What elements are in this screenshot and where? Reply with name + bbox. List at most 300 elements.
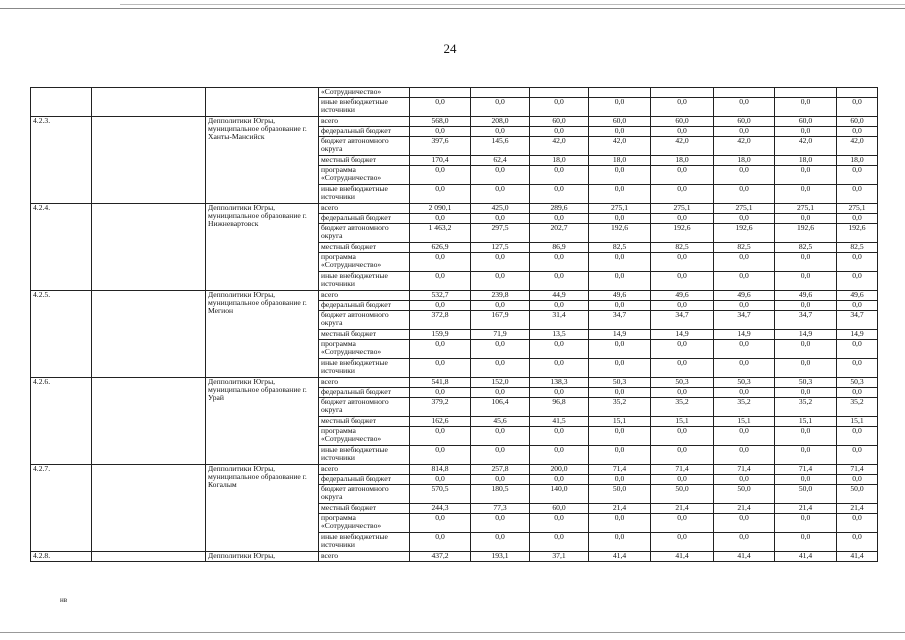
value-cell: 0,0 xyxy=(714,127,775,137)
value-cell: 0,0 xyxy=(589,533,651,552)
executor-cell: Депполитики Югры, муниципальное образование г. Ханты-Мансийск xyxy=(206,117,319,204)
blank-cell xyxy=(92,291,206,378)
value-cell: 167,9 xyxy=(471,311,530,330)
budget-table xyxy=(30,87,878,562)
value-cell: 41,5 xyxy=(530,417,589,427)
value-cell: 0,0 xyxy=(651,185,714,204)
value-cell: 45,6 xyxy=(471,417,530,427)
value-cell: 0,0 xyxy=(651,427,714,446)
value-cell: 0,0 xyxy=(471,446,530,465)
executor-cell: Депполитики Югры, xyxy=(206,552,319,562)
value-cell: 0,0 xyxy=(471,514,530,533)
value-cell: 18,0 xyxy=(837,156,878,166)
value-cell: 14,9 xyxy=(837,330,878,340)
value-cell: 34,7 xyxy=(714,311,775,330)
value-cell: 60,0 xyxy=(775,117,837,127)
value-cell: 0,0 xyxy=(589,514,651,533)
value-cell: 192,6 xyxy=(651,224,714,243)
value-cell: 570,5 xyxy=(410,485,471,504)
value-cell: 50,0 xyxy=(651,485,714,504)
value-cell: 0,0 xyxy=(775,514,837,533)
value-cell: 21,4 xyxy=(775,504,837,514)
value-cell: 77,3 xyxy=(471,504,530,514)
value-cell: 82,5 xyxy=(714,243,775,253)
value-cell: 0,0 xyxy=(410,272,471,291)
value-cell: 275,1 xyxy=(775,204,837,214)
value-cell: 0,0 xyxy=(714,214,775,224)
value-cell: 82,5 xyxy=(775,243,837,253)
value-cell: 41,4 xyxy=(775,552,837,562)
funding-source-cell: местный бюджет xyxy=(319,156,410,166)
value-cell: 0,0 xyxy=(651,388,714,398)
value-cell: 0,0 xyxy=(471,98,530,117)
value-cell: 0,0 xyxy=(530,214,589,224)
value-cell: 202,7 xyxy=(530,224,589,243)
value-cell: 0,0 xyxy=(775,475,837,485)
funding-source-cell: всего xyxy=(319,465,410,475)
value-cell: 0,0 xyxy=(410,253,471,272)
funding-source-cell: бюджет автономного округа xyxy=(319,311,410,330)
value-cell: 0,0 xyxy=(410,166,471,185)
value-cell: 50,0 xyxy=(837,485,878,504)
value-cell: 437,2 xyxy=(410,552,471,562)
value-cell: 2 090,1 xyxy=(410,204,471,214)
value-cell: 50,3 xyxy=(651,378,714,388)
funding-source-cell: местный бюджет xyxy=(319,417,410,427)
value-cell: 0,0 xyxy=(410,514,471,533)
value-cell: 35,2 xyxy=(651,398,714,417)
value-cell: 0,0 xyxy=(651,475,714,485)
value-cell: 192,6 xyxy=(837,224,878,243)
value-cell: 35,2 xyxy=(775,398,837,417)
funding-source-cell: местный бюджет xyxy=(319,504,410,514)
value-cell: 193,1 xyxy=(471,552,530,562)
value-cell: 0,0 xyxy=(837,214,878,224)
funding-source-cell: федеральный бюджет xyxy=(319,127,410,137)
row-code: 4.2.6. xyxy=(31,378,92,465)
value-cell: 0,0 xyxy=(714,388,775,398)
value-cell: 0,0 xyxy=(837,427,878,446)
value-cell: 239,8 xyxy=(471,291,530,301)
scan-edge-line xyxy=(120,4,905,5)
value-cell xyxy=(530,88,589,98)
funding-source-cell: иные внебюджетные источники xyxy=(319,533,410,552)
value-cell: 34,7 xyxy=(837,311,878,330)
value-cell: 0,0 xyxy=(775,185,837,204)
value-cell: 14,9 xyxy=(589,330,651,340)
value-cell: 0,0 xyxy=(714,359,775,378)
value-cell xyxy=(589,88,651,98)
value-cell: 86,9 xyxy=(530,243,589,253)
value-cell: 37,1 xyxy=(530,552,589,562)
value-cell: 15,1 xyxy=(589,417,651,427)
row-code: 4.2.4. xyxy=(31,204,92,291)
value-cell: 0,0 xyxy=(775,98,837,117)
value-cell: 0,0 xyxy=(589,214,651,224)
funding-source-cell: иные внебюджетные источники xyxy=(319,185,410,204)
value-cell: 34,7 xyxy=(775,311,837,330)
funding-source-cell: программа «Сотрудничество» xyxy=(319,427,410,446)
value-cell: 180,5 xyxy=(471,485,530,504)
value-cell: 0,0 xyxy=(837,359,878,378)
code-cell xyxy=(31,88,92,117)
footer-note: нв xyxy=(60,596,68,604)
funding-source-cell: бюджет автономного округа xyxy=(319,224,410,243)
value-cell: 0,0 xyxy=(651,514,714,533)
value-cell: 13,5 xyxy=(530,330,589,340)
value-cell: 0,0 xyxy=(471,127,530,137)
value-cell: 0,0 xyxy=(471,253,530,272)
value-cell: 42,0 xyxy=(714,137,775,156)
value-cell: 50,3 xyxy=(775,378,837,388)
value-cell: 0,0 xyxy=(471,272,530,291)
value-cell: 0,0 xyxy=(651,253,714,272)
value-cell: 372,8 xyxy=(410,311,471,330)
value-cell: 0,0 xyxy=(837,533,878,552)
value-cell: 0,0 xyxy=(714,301,775,311)
value-cell: 0,0 xyxy=(651,301,714,311)
value-cell: 0,0 xyxy=(530,514,589,533)
value-cell: 200,0 xyxy=(530,465,589,475)
value-cell: 49,6 xyxy=(775,291,837,301)
value-cell: 21,4 xyxy=(714,504,775,514)
value-cell: 0,0 xyxy=(589,98,651,117)
funding-source-cell: иные внебюджетные источники xyxy=(319,446,410,465)
value-cell: 41,4 xyxy=(837,552,878,562)
funding-source-cell: всего xyxy=(319,378,410,388)
funding-source-cell: всего xyxy=(319,552,410,562)
value-cell: 192,6 xyxy=(714,224,775,243)
value-cell: 275,1 xyxy=(589,204,651,214)
value-cell: 14,9 xyxy=(714,330,775,340)
value-cell: 0,0 xyxy=(471,214,530,224)
value-cell: 0,0 xyxy=(471,475,530,485)
value-cell: 0,0 xyxy=(775,533,837,552)
value-cell: 0,0 xyxy=(410,533,471,552)
value-cell: 0,0 xyxy=(775,427,837,446)
funding-source-cell: программа «Сотрудничество» xyxy=(319,340,410,359)
value-cell: 15,1 xyxy=(837,417,878,427)
funding-source-cell: «Сотрудничество» xyxy=(319,88,410,98)
value-cell: 0,0 xyxy=(714,514,775,533)
value-cell: 0,0 xyxy=(714,446,775,465)
value-cell: 127,5 xyxy=(471,243,530,253)
executor-cell: Депполитики Югры, муниципальное образование г. Урай xyxy=(206,378,319,465)
value-cell: 34,7 xyxy=(589,311,651,330)
value-cell: 0,0 xyxy=(714,427,775,446)
value-cell: 42,0 xyxy=(651,137,714,156)
value-cell: 145,6 xyxy=(471,137,530,156)
value-cell: 0,0 xyxy=(714,340,775,359)
value-cell: 42,0 xyxy=(775,137,837,156)
value-cell: 0,0 xyxy=(589,340,651,359)
value-cell: 0,0 xyxy=(410,359,471,378)
value-cell: 379,2 xyxy=(410,398,471,417)
value-cell: 0,0 xyxy=(589,475,651,485)
value-cell: 0,0 xyxy=(837,340,878,359)
value-cell: 49,6 xyxy=(589,291,651,301)
blank-cell xyxy=(92,88,206,117)
value-cell: 626,9 xyxy=(410,243,471,253)
value-cell: 0,0 xyxy=(410,185,471,204)
value-cell: 71,4 xyxy=(837,465,878,475)
value-cell: 60,0 xyxy=(589,117,651,127)
value-cell: 106,4 xyxy=(471,398,530,417)
value-cell: 0,0 xyxy=(530,253,589,272)
value-cell: 50,0 xyxy=(714,485,775,504)
page-number: 24 xyxy=(443,41,457,56)
value-cell: 0,0 xyxy=(530,301,589,311)
value-cell: 71,4 xyxy=(651,465,714,475)
value-cell xyxy=(471,88,530,98)
value-cell: 0,0 xyxy=(530,272,589,291)
value-cell: 170,4 xyxy=(410,156,471,166)
value-cell: 0,0 xyxy=(714,98,775,117)
value-cell: 0,0 xyxy=(471,185,530,204)
value-cell: 60,0 xyxy=(530,504,589,514)
value-cell: 0,0 xyxy=(837,166,878,185)
funding-source-cell: иные внебюджетные источники xyxy=(319,359,410,378)
value-cell: 0,0 xyxy=(837,514,878,533)
value-cell: 0,0 xyxy=(837,253,878,272)
value-cell: 71,4 xyxy=(589,465,651,475)
value-cell: 0,0 xyxy=(410,301,471,311)
value-cell xyxy=(651,88,714,98)
value-cell: 192,6 xyxy=(589,224,651,243)
value-cell: 0,0 xyxy=(530,98,589,117)
value-cell: 289,6 xyxy=(530,204,589,214)
value-cell: 0,0 xyxy=(530,127,589,137)
value-cell: 0,0 xyxy=(837,388,878,398)
value-cell: 140,0 xyxy=(530,485,589,504)
value-cell: 0,0 xyxy=(530,427,589,446)
value-cell: 14,9 xyxy=(651,330,714,340)
funding-source-cell: программа «Сотрудничество» xyxy=(319,166,410,185)
blank-cell xyxy=(92,378,206,465)
scan-edge-line xyxy=(0,8,905,9)
value-cell: 275,1 xyxy=(714,204,775,214)
value-cell: 0,0 xyxy=(530,446,589,465)
value-cell: 0,0 xyxy=(589,427,651,446)
value-cell: 0,0 xyxy=(589,388,651,398)
value-cell: 21,4 xyxy=(651,504,714,514)
value-cell: 0,0 xyxy=(714,475,775,485)
value-cell: 15,1 xyxy=(775,417,837,427)
value-cell: 0,0 xyxy=(530,185,589,204)
value-cell: 0,0 xyxy=(530,340,589,359)
value-cell: 0,0 xyxy=(775,253,837,272)
value-cell: 138,3 xyxy=(530,378,589,388)
value-cell: 0,0 xyxy=(410,340,471,359)
value-cell: 0,0 xyxy=(410,98,471,117)
funding-source-cell: всего xyxy=(319,204,410,214)
value-cell: 42,0 xyxy=(530,137,589,156)
row-code: 4.2.7. xyxy=(31,465,92,552)
value-cell: 0,0 xyxy=(410,446,471,465)
value-cell: 31,4 xyxy=(530,311,589,330)
value-cell: 0,0 xyxy=(471,301,530,311)
value-cell: 0,0 xyxy=(651,98,714,117)
blank-cell xyxy=(92,465,206,552)
row-code: 4.2.3. xyxy=(31,117,92,204)
value-cell: 0,0 xyxy=(589,166,651,185)
table-row xyxy=(31,291,878,301)
value-cell: 0,0 xyxy=(651,533,714,552)
value-cell: 0,0 xyxy=(714,272,775,291)
value-cell: 0,0 xyxy=(837,127,878,137)
value-cell: 35,2 xyxy=(837,398,878,417)
value-cell: 0,0 xyxy=(837,446,878,465)
value-cell xyxy=(775,88,837,98)
value-cell: 0,0 xyxy=(471,359,530,378)
value-cell: 34,7 xyxy=(651,311,714,330)
value-cell: 0,0 xyxy=(775,214,837,224)
value-cell: 71,9 xyxy=(471,330,530,340)
value-cell: 0,0 xyxy=(410,214,471,224)
value-cell: 0,0 xyxy=(651,166,714,185)
value-cell: 82,5 xyxy=(651,243,714,253)
funding-source-cell: федеральный бюджет xyxy=(319,475,410,485)
value-cell: 162,6 xyxy=(410,417,471,427)
value-cell: 60,0 xyxy=(651,117,714,127)
table-row xyxy=(31,117,878,127)
value-cell: 0,0 xyxy=(775,127,837,137)
value-cell: 0,0 xyxy=(775,340,837,359)
value-cell: 0,0 xyxy=(775,359,837,378)
value-cell: 0,0 xyxy=(471,166,530,185)
value-cell: 0,0 xyxy=(775,446,837,465)
value-cell: 62,4 xyxy=(471,156,530,166)
value-cell: 0,0 xyxy=(530,166,589,185)
value-cell: 0,0 xyxy=(410,127,471,137)
funding-source-cell: иные внебюджетные источники xyxy=(319,272,410,291)
funding-source-cell: всего xyxy=(319,117,410,127)
value-cell: 0,0 xyxy=(714,185,775,204)
scan-top-border xyxy=(0,0,905,12)
value-cell: 0,0 xyxy=(589,446,651,465)
value-cell: 0,0 xyxy=(651,340,714,359)
value-cell xyxy=(714,88,775,98)
value-cell: 0,0 xyxy=(651,127,714,137)
funding-source-cell: программа «Сотрудничество» xyxy=(319,253,410,272)
value-cell: 18,0 xyxy=(651,156,714,166)
value-cell: 50,0 xyxy=(775,485,837,504)
value-cell: 42,0 xyxy=(589,137,651,156)
value-cell: 257,8 xyxy=(471,465,530,475)
funding-source-cell: федеральный бюджет xyxy=(319,214,410,224)
executor-cell: Депполитики Югры, муниципальное образование г. Нижневартовск xyxy=(206,204,319,291)
value-cell: 1 463,2 xyxy=(410,224,471,243)
value-cell: 0,0 xyxy=(775,301,837,311)
value-cell: 0,0 xyxy=(775,272,837,291)
value-cell: 814,8 xyxy=(410,465,471,475)
funding-source-cell: федеральный бюджет xyxy=(319,301,410,311)
value-cell: 0,0 xyxy=(471,533,530,552)
value-cell: 0,0 xyxy=(530,359,589,378)
funding-source-cell: программа «Сотрудничество» xyxy=(319,514,410,533)
value-cell: 0,0 xyxy=(837,475,878,485)
value-cell: 82,5 xyxy=(589,243,651,253)
value-cell: 397,6 xyxy=(410,137,471,156)
funding-source-cell: федеральный бюджет xyxy=(319,388,410,398)
value-cell: 0,0 xyxy=(589,185,651,204)
value-cell: 50,0 xyxy=(589,485,651,504)
value-cell: 275,1 xyxy=(651,204,714,214)
value-cell: 0,0 xyxy=(837,301,878,311)
table-row xyxy=(31,552,878,562)
row-code: 4.2.8. xyxy=(31,552,92,562)
value-cell: 0,0 xyxy=(589,127,651,137)
value-cell: 82,5 xyxy=(837,243,878,253)
value-cell: 0,0 xyxy=(471,388,530,398)
value-cell: 0,0 xyxy=(651,359,714,378)
value-cell: 44,9 xyxy=(530,291,589,301)
value-cell: 0,0 xyxy=(589,253,651,272)
value-cell: 18,0 xyxy=(714,156,775,166)
value-cell: 96,8 xyxy=(530,398,589,417)
executor-cell: Депполитики Югры, муниципальное образование г. Мегион xyxy=(206,291,319,378)
table-row xyxy=(31,378,878,388)
value-cell: 244,3 xyxy=(410,504,471,514)
value-cell: 0,0 xyxy=(530,388,589,398)
value-cell: 0,0 xyxy=(410,475,471,485)
funding-source-cell: бюджет автономного округа xyxy=(319,398,410,417)
value-cell: 41,4 xyxy=(714,552,775,562)
value-cell: 50,3 xyxy=(837,378,878,388)
value-cell: 15,1 xyxy=(714,417,775,427)
value-cell: 41,4 xyxy=(651,552,714,562)
funding-source-cell: местный бюджет xyxy=(319,243,410,253)
row-code: 4.2.5. xyxy=(31,291,92,378)
value-cell: 41,4 xyxy=(589,552,651,562)
value-cell: 0,0 xyxy=(651,272,714,291)
executor-cell xyxy=(206,88,319,117)
value-cell: 0,0 xyxy=(471,427,530,446)
value-cell: 71,4 xyxy=(775,465,837,475)
value-cell: 297,5 xyxy=(471,224,530,243)
executor-cell: Депполитики Югры, муниципальное образование г. Когалым xyxy=(206,465,319,552)
funding-source-cell: всего xyxy=(319,291,410,301)
value-cell xyxy=(410,88,471,98)
value-cell: 21,4 xyxy=(589,504,651,514)
value-cell: 49,6 xyxy=(837,291,878,301)
funding-source-cell: бюджет автономного округа xyxy=(319,485,410,504)
value-cell: 0,0 xyxy=(837,185,878,204)
table-row xyxy=(31,88,878,98)
value-cell: 15,1 xyxy=(651,417,714,427)
value-cell: 0,0 xyxy=(589,301,651,311)
value-cell: 0,0 xyxy=(530,533,589,552)
value-cell: 60,0 xyxy=(714,117,775,127)
value-cell: 0,0 xyxy=(471,340,530,359)
value-cell: 0,0 xyxy=(714,166,775,185)
value-cell: 208,0 xyxy=(471,117,530,127)
funding-source-cell: иные внебюджетные источники xyxy=(319,98,410,117)
value-cell: 0,0 xyxy=(410,388,471,398)
value-cell: 60,0 xyxy=(837,117,878,127)
value-cell: 18,0 xyxy=(589,156,651,166)
value-cell: 49,6 xyxy=(714,291,775,301)
value-cell: 0,0 xyxy=(651,214,714,224)
value-cell: 49,6 xyxy=(651,291,714,301)
value-cell: 0,0 xyxy=(714,533,775,552)
value-cell: 0,0 xyxy=(410,427,471,446)
value-cell xyxy=(837,88,878,98)
value-cell: 0,0 xyxy=(775,166,837,185)
value-cell: 275,1 xyxy=(837,204,878,214)
blank-cell xyxy=(92,117,206,204)
funding-source-cell: местный бюджет xyxy=(319,330,410,340)
